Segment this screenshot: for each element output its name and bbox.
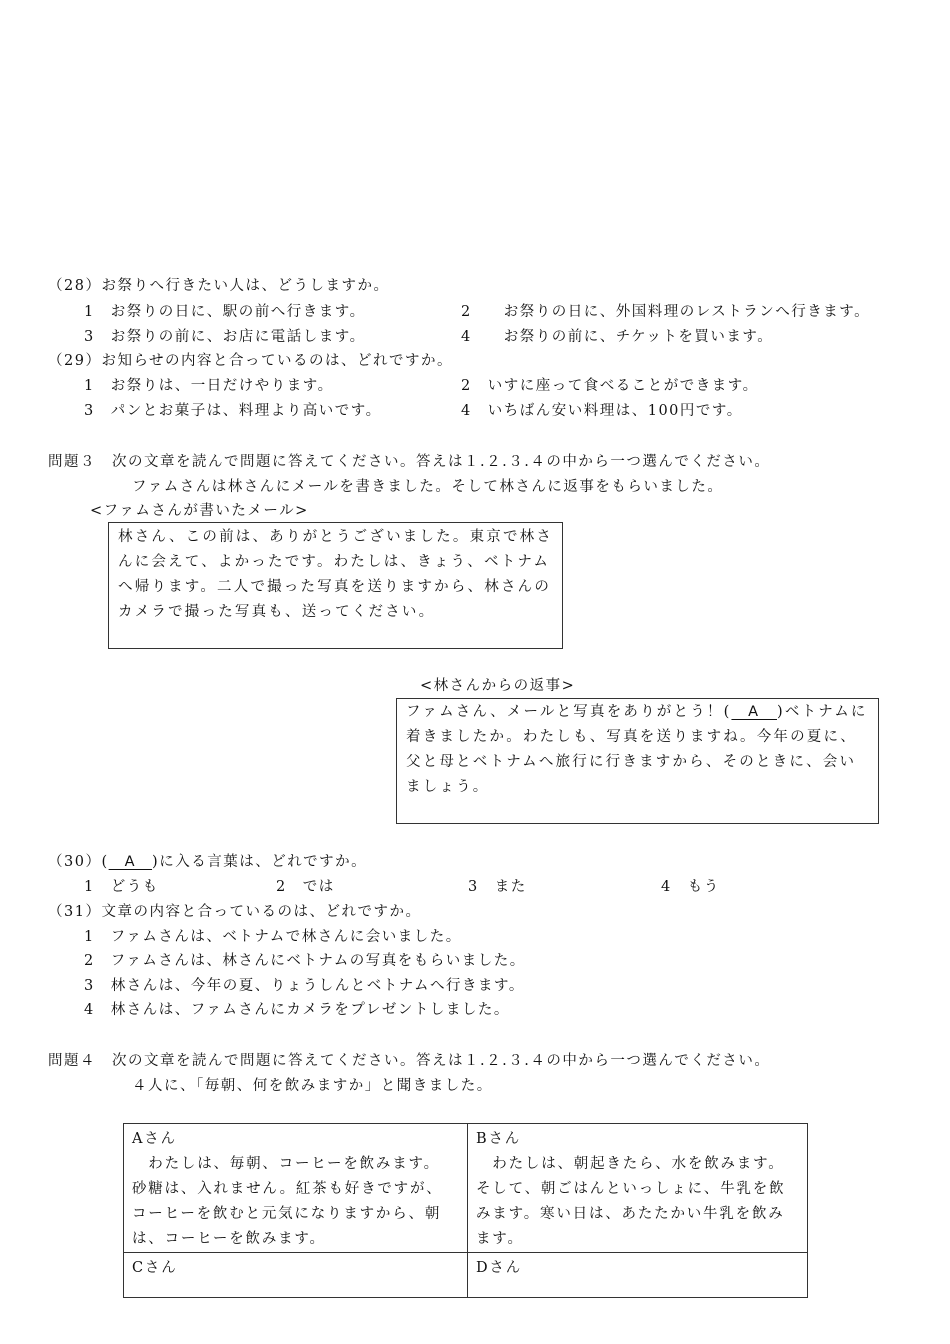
mail-line: 林さん、この前は、ありがとうございました。東京で林さ	[118, 529, 554, 545]
q29-option-2[interactable]: 2 いすに座って食べることができます。	[461, 378, 759, 394]
cell-name: Cさん	[132, 1260, 178, 1276]
mondai3-intro: ファムさんは林さんにメールを書きました。そして林さんに返事をもらいました。	[132, 479, 724, 495]
q31-option-4[interactable]: 4 林さんは、ファムさんにカメラをプレゼントしました。	[84, 1002, 510, 1018]
q28-option-4[interactable]: 4 お祭りの前に、チケットを買います。	[461, 329, 774, 345]
cell-a	[124, 1124, 468, 1253]
q30-option-2[interactable]: 2 では	[276, 879, 335, 895]
q31-option-2[interactable]: 2 ファムさんは、林さんにベトナムの写真をもらいました。	[84, 953, 526, 969]
cell-line: わたしは、毎朝、コーヒーを飲みます。	[132, 1156, 440, 1172]
reply-line: ましょう。	[406, 779, 490, 795]
reply-line1-post: )ベトナムに	[776, 704, 868, 720]
reply-line: 着きましたか。わたしも、写真を送りますね。今年の夏に、	[406, 729, 857, 745]
q30-stem-post: )に入る言葉は、どれですか。	[152, 854, 368, 870]
q29-option-1[interactable]: 1 お祭りは、一日だけやります。	[84, 378, 334, 394]
q30-option-4[interactable]: 4 もう	[661, 879, 720, 895]
cell-line: は、コーヒーを飲みます。	[132, 1231, 326, 1247]
cell-name: Dさん	[476, 1260, 523, 1276]
q31-stem: （31）文章の内容と合っているのは、どれですか。	[48, 904, 422, 920]
q28-option-2[interactable]: 2 お祭りの日に、外国料理のレストランへ行きます。	[461, 304, 871, 320]
q31-option-3[interactable]: 3 林さんは、今年の夏、りょうしんとベトナムへ行きます。	[84, 978, 525, 994]
reply-blank-a: A	[731, 704, 777, 720]
q28-option-1[interactable]: 1 お祭りの日に、駅の前へ行きます。	[84, 304, 366, 320]
cell-line: 砂糖は、入れません。紅茶も好きですが、	[132, 1181, 443, 1197]
mail-line: んに会えて、よかったです。わたしは、きょう、ベトナム	[118, 554, 551, 570]
cell-name: Aさん	[132, 1131, 177, 1147]
mail-title: <ファムさんが書いたメール>	[90, 503, 309, 519]
cell-line: コーヒーを飲むと元気になりますから、朝	[132, 1206, 442, 1222]
answers-table	[123, 1123, 808, 1298]
cell-b	[468, 1124, 808, 1253]
cell-name: Bさん	[476, 1131, 522, 1147]
reply-title: <林さんからの返事>	[420, 678, 576, 694]
cell-d	[468, 1253, 808, 1298]
mail-line: カメラで撮った写真も、送ってください。	[118, 604, 436, 620]
q30-option-1[interactable]: 1 どうも	[84, 879, 159, 895]
cell-line: みます。寒い日は、あたたかい牛乳を飲み	[476, 1206, 785, 1222]
cell-line: そして、朝ごはんといっしょに、牛乳を飲	[476, 1181, 786, 1197]
q29-stem: （29）お知らせの内容と合っているのは、どれですか。	[48, 353, 454, 369]
q31-option-1[interactable]: 1 ファムさんは、ベトナムで林さんに会いました。	[84, 929, 462, 945]
mondai4-intro: ４人に、「毎朝、何を飲みますか」と聞きました。	[132, 1078, 493, 1094]
q28-stem: （28）お祭りへ行きたい人は、どうしますか。	[48, 278, 390, 294]
q29-option-3[interactable]: 3 パンとお菓子は、料理より高いです。	[84, 403, 382, 419]
cell-line: わたしは、朝起きたら、水を飲みます。	[476, 1156, 785, 1172]
q30-blank-a: A	[108, 854, 153, 870]
mail-line: へ帰ります。二人で撮った写真を送りますから、林さんの	[118, 579, 552, 595]
cell-c	[124, 1253, 468, 1298]
reply-line	[406, 700, 868, 725]
reply-line: 父と母とベトナムへ旅行に行きますから、そのときに、会い	[406, 754, 857, 770]
reply-line1-pre: ファムさん、メールと写真をありがとう！(	[406, 704, 732, 720]
q30-stem	[48, 852, 367, 872]
q29-option-4[interactable]: 4 いちばん安い料理は、100円です。	[461, 403, 743, 419]
mondai4-heading: 問題４ 次の文章を読んで問題に答えてください。答えは１.２.３.４の中から一つ選んでください。	[48, 1053, 771, 1069]
mondai3-heading: 問題３ 次の文章を読んで問題に答えてください。答えは１.２.３.４の中から一つ選んでください。	[48, 454, 771, 470]
reply-body	[406, 700, 868, 800]
mail-body	[118, 525, 553, 625]
q28-option-3[interactable]: 3 お祭りの前に、お店に電話します。	[84, 329, 366, 345]
cell-line: ます。	[476, 1231, 524, 1247]
q30-stem-pre: （30）(	[48, 854, 109, 870]
q30-option-3[interactable]: 3 また	[468, 879, 527, 895]
